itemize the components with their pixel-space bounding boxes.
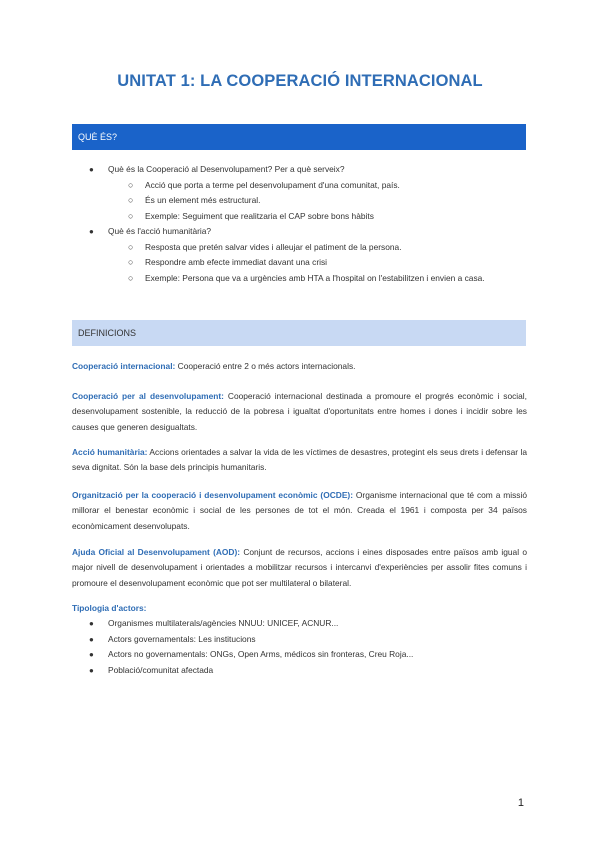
typology-list: [72, 616, 532, 678]
list-item: [72, 616, 532, 632]
bullet-circle-icon: ○: [128, 195, 134, 205]
list-item: [72, 632, 532, 648]
definition-paragraph: [72, 359, 527, 374]
bullet-disc-icon: ●: [89, 650, 94, 659]
definition-term: Cooperació per al desenvolupament:: [72, 391, 224, 401]
definition-paragraph: [72, 445, 527, 476]
definition-term: Organització per la cooperació i desenvolupament econòmic (OCDE):: [72, 490, 353, 500]
bullet-disc-icon: ●: [89, 619, 94, 628]
page-number: 1: [517, 797, 524, 809]
section-heading-que-es: QUÈ ÉS?: [72, 124, 526, 150]
definition-paragraph: [72, 545, 527, 591]
sub-list-item-text: Respondre amb efecte immediat davant una crisi: [145, 257, 328, 267]
que-es-list: [72, 162, 532, 286]
list-item: [72, 162, 532, 178]
sub-list-item: [72, 193, 532, 209]
sub-list-item: [72, 209, 532, 225]
page-title: UNITAT 1: LA COOPERACIÓ INTERNACIONAL: [117, 72, 483, 90]
definition-text: Conjunt de recursos, accions i eines disposades entre països amb igual o major nivell de desenvolupament i orientades a mobilitzar recursos i intercanvi d'experiències per assolir fites comuns i promoure el desenvolupament econòmic que pot ser multilateral o bilateral.: [72, 547, 527, 588]
bullet-disc-icon: ●: [89, 634, 94, 644]
definition-paragraph: [72, 389, 527, 435]
sub-list-item: [72, 178, 532, 194]
list-item-text: Població/comunitat afectada: [108, 664, 214, 675]
list-item: [72, 224, 532, 240]
bullet-circle-icon: ○: [128, 179, 134, 190]
sub-list-item-text: És un element més estructural.: [145, 195, 261, 205]
typology-label-line: [72, 601, 527, 616]
bullet-circle-icon: ○: [128, 210, 134, 221]
section-heading-definicions: DEFINICIONS: [72, 320, 526, 346]
list-item-text: Què és l'acció humanitària?: [108, 226, 212, 236]
typology-label: Tipologia d'actors:: [72, 603, 147, 613]
list-item: [72, 647, 532, 663]
bullet-disc-icon: ●: [89, 227, 94, 236]
bullet-circle-icon: ○: [128, 241, 134, 252]
definition-term: Cooperació internacional:: [72, 361, 176, 371]
definition-text: Cooperació internacional destinada a promoure el progrés econòmic i social, desenvolupament sostenible, la reducció de la pobresa i igualtat d'oportunitats entre homes i dones i incidir sobre les causes que generen desigualtats.: [72, 391, 527, 432]
sub-list-item-text: Resposta que pretén salvar vides i alleujar el patiment de la persona.: [145, 241, 402, 252]
bullet-circle-icon: ○: [128, 257, 134, 267]
bullet-disc-icon: ●: [89, 665, 94, 675]
list-item-text: Organismes multilaterals/agències NNUU: UNICEF, ACNUR...: [108, 618, 339, 628]
bullet-disc-icon: ●: [89, 165, 94, 174]
list-item: [72, 663, 532, 679]
definition-text: Cooperació entre 2 o més actors internacionals.: [175, 361, 356, 371]
bullet-circle-icon: ○: [128, 272, 134, 283]
definition-term: Acció humanitària:: [72, 447, 148, 457]
definition-term: Ajuda Oficial al Desenvolupament (AOD):: [72, 547, 241, 557]
definition-text: Accions orientades a salvar la vida de les víctimes de desastres, protegint els seus drets i defensar la seva dignitat. Són la base dels principis humanitaris.: [72, 447, 527, 473]
sub-list-item: [72, 255, 532, 271]
sub-list-item-text: Exemple: Persona que va a urgències amb HTA a l'hospital on l'estabilitzen i envien a casa.: [145, 272, 485, 283]
definition-text: Organisme internacional que té com a missió millorar el benestar econòmic i social de les persones de tot el món. Creada el 1961 i composta per 34 països econòmicament desenvolupats.: [72, 490, 527, 531]
sub-list-item-text: Acció que porta a terme pel desenvolupament d'una comunitat, país.: [145, 179, 400, 190]
sub-list-item: [72, 240, 532, 256]
definition-paragraph: [72, 488, 527, 534]
list-item-text: Què és la Cooperació al Desenvolupament? Per a què serveix?: [108, 164, 345, 174]
sub-list-item: [72, 271, 532, 287]
list-item-text: Actors governamentals: Les institucions: [108, 633, 256, 644]
list-item-text: Actors no governamentals: ONGs, Open Arms, médicos sin fronteras, Creu Roja...: [108, 649, 414, 659]
sub-list-item-text: Exemple: Seguiment que realitzaria el CAP sobre bons hàbits: [145, 210, 374, 221]
